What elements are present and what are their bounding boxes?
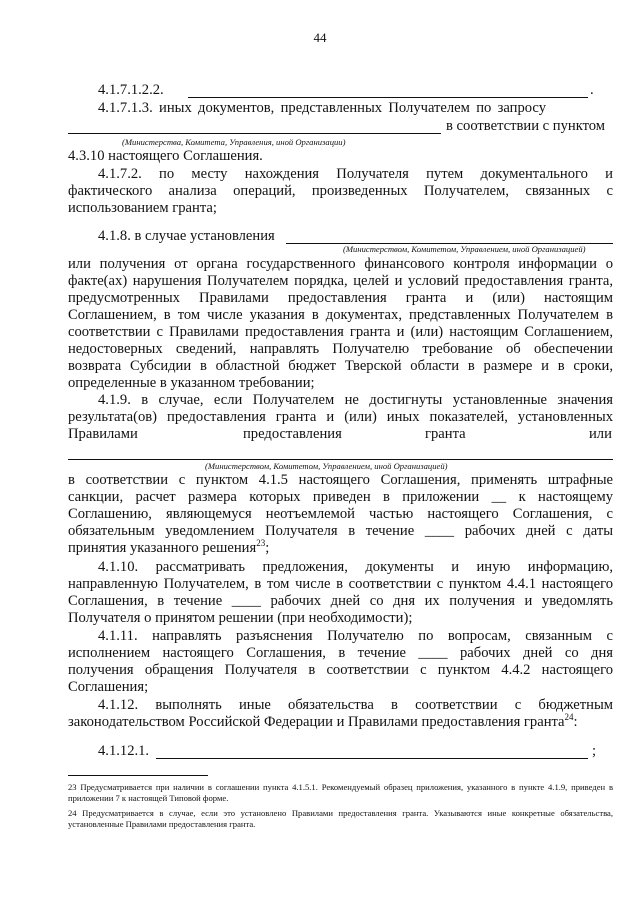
clause-text: Соглашения, в течение ____ рабочих дней со дня их получения и уведомлять <box>68 593 613 609</box>
clause-text: в соответствии с пунктом 4.1.5 настоящего Соглашения, применять штрафные <box>68 472 613 488</box>
clause-text: результата(ов) предоставления гранта и (или) иных показателей, установленных <box>68 409 613 425</box>
clause-4-1-12: 4.1.12. выполнять иные обязательства в соответствии с бюджетным <box>98 697 613 713</box>
page-number: 44 <box>313 30 327 45</box>
clause-text: Соглашению, являющемуся неотъемлемой частью настоящего Соглашения, с <box>68 506 613 522</box>
blank-line <box>156 758 588 759</box>
blank-caption: (Министерством, Комитетом, Управлением, иной Организацией) <box>343 244 586 254</box>
clause-text: использованием гранта; <box>68 200 217 216</box>
clause-text: Правилами <box>68 426 138 442</box>
clause-text: обязательным уведомлением Получателя в течение ____ рабочих дней с даты <box>68 523 613 539</box>
clause-text: недостоверных сведений, направлять Получателю требование об обеспечении <box>68 341 613 357</box>
blank-caption: (Министерством, Комитетом, Управлением, иной Организацией) <box>205 461 448 471</box>
clause-text: Соглашением, в том числе указания в документах, представленных Получателем в <box>68 307 613 323</box>
blank-line <box>68 133 441 134</box>
clause-text: исполнением настоящего Соглашения, в течение ____ рабочих дней со дня <box>68 645 613 661</box>
clause-text: направленную Получателем, в том числе в соответствии с пунктом 4.4.1 настоящего <box>68 576 613 592</box>
blank-line <box>188 97 588 98</box>
clause-text: получения обращения Получателя в соответствии с пунктом 4.4.2 настоящего <box>68 662 613 678</box>
clause-text: возврата Субсидии в областной бюджет Тверской области в размере и в сроки, <box>68 358 613 374</box>
clause-text: факте(ах) нарушения Получателем порядка, целей и условий предоставления гранта, <box>68 273 613 289</box>
clause-text: санкции, расчет размера которых приведен в приложении __ к настоящему <box>68 489 613 505</box>
clause-end-dot: . <box>590 82 594 98</box>
clause-4-1-7-1-2-2: 4.1.7.1.2.2. <box>98 82 164 98</box>
clause-4-1-9: 4.1.9. в случае, если Получателем не достигнуты установленные значения <box>98 392 613 408</box>
clause-text: принятия указанного решения$^{23}$; <box>68 538 270 556</box>
footnote-23: 23 Предусматривается при наличии в соглашении пункта 4.1.5.1. Рекомендуемый образец приложения, указанного в пункте 4.1.9, приведен в приложении 7 к настоящей Типовой форме. <box>68 782 613 803</box>
clause-text: Соглашения; <box>68 679 149 695</box>
clause-text: предусмотренных Правилами предоставления гранта и (или) настоящим <box>68 290 613 306</box>
clause-4-1-7-2: 4.1.7.2. по месту нахождения Получателя путем документального и <box>98 166 613 182</box>
footnote-24: 24 Предусматривается в случае, если это установлено Правилами предоставления гранта. Указываются иные конкретные обязательства, установленные Правилами предоставления гранта. <box>68 808 613 829</box>
clause-4-1-7-1-3: 4.1.7.1.3. иных документов, представленных Получателем по запросу <box>98 100 546 116</box>
footnote-separator <box>68 775 208 776</box>
clause-text: соответствии с Правилами предоставления гранта и (или) настоящим Соглашением, <box>68 324 613 340</box>
clause-text: гранта <box>425 426 466 442</box>
clause-text: фактического анализа операций, произведенных Получателем, связанных с <box>68 183 613 199</box>
clause-text: или <box>589 426 612 442</box>
clause-text: определенные в указанном требовании; <box>68 375 315 391</box>
clause-text: Получателя о принятом решении (при необходимости); <box>68 610 413 626</box>
footnote-ref-24: 24 <box>564 712 574 722</box>
clause-text: 4.3.10 настоящего Соглашения. <box>68 148 263 164</box>
clause-4-1-11: 4.1.11. направлять разъяснения Получателю по вопросам, связанным с <box>98 628 613 644</box>
clause-end-semicolon: ; <box>592 743 597 759</box>
footnote-ref-23: 23 <box>256 538 266 548</box>
clause-text: законодательством Российской Федерации и Правилами предоставления гранта$^{24}$: <box>68 712 578 730</box>
clause-text: или получения от органа государственного финансового контроля информации о <box>68 256 613 272</box>
blank-caption: (Министерства, Комитета, Управления, иной Организации) <box>122 137 346 147</box>
clause-4-1-8: 4.1.8. в случае установления <box>98 228 275 244</box>
clause-text: предоставления <box>243 426 342 442</box>
clause-text: в соответствии с пунктом <box>446 118 606 134</box>
clause-4-1-12-1: 4.1.12.1. <box>98 743 150 759</box>
blank-line <box>68 459 613 460</box>
clause-4-1-10: 4.1.10. рассматривать предложения, документы и иную информацию, <box>98 559 613 575</box>
